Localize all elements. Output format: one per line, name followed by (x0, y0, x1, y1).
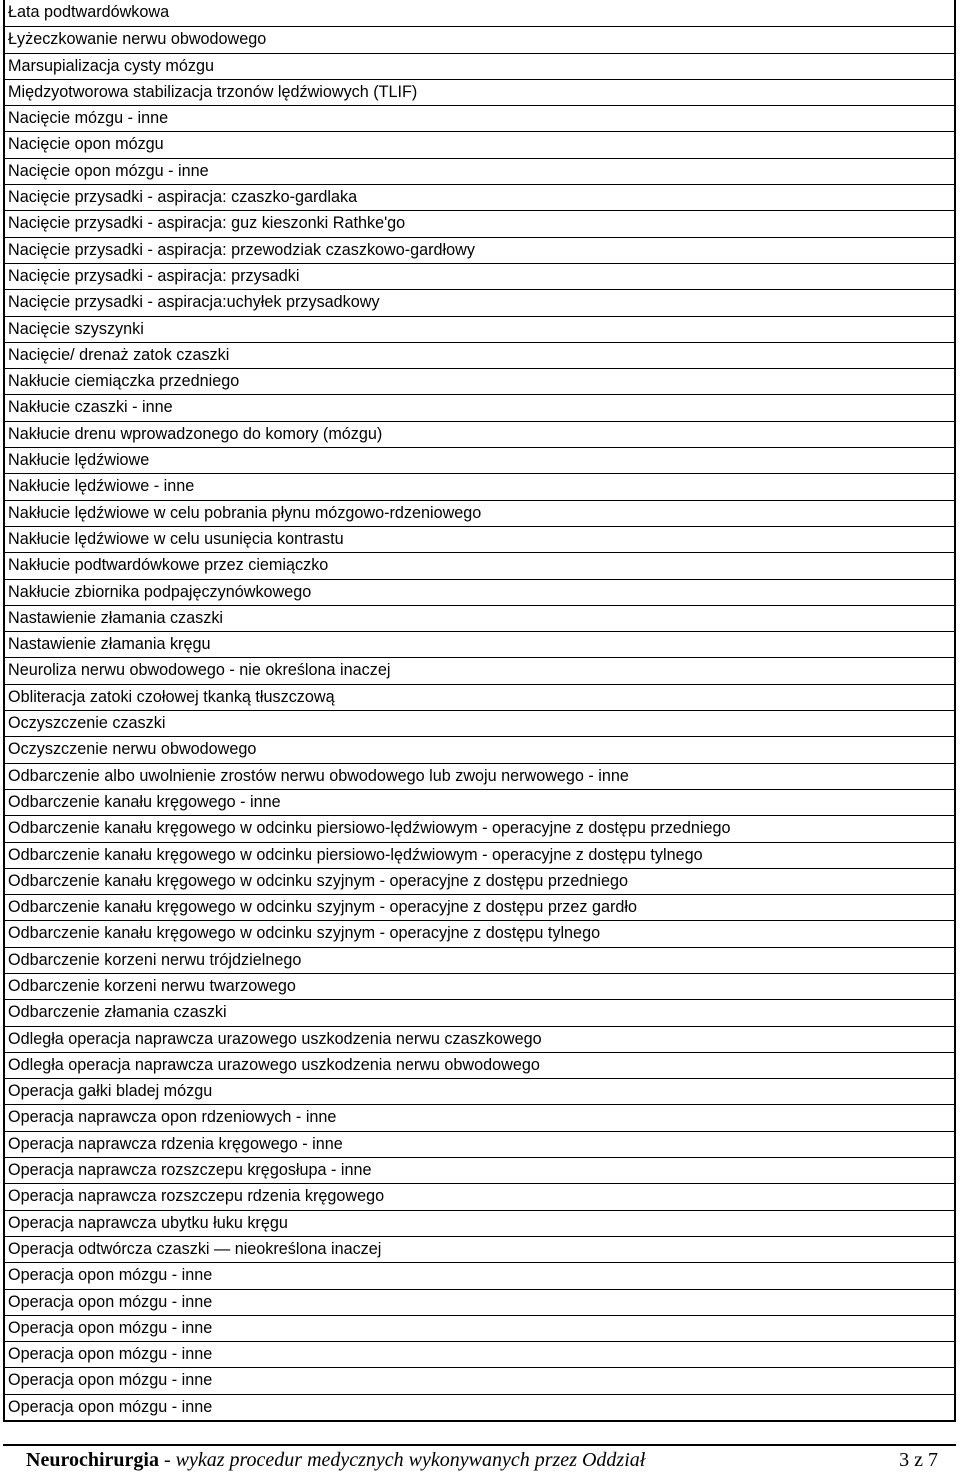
table-row: Operacja opon mózgu - inne (5, 1394, 954, 1420)
table-row: Odbarczenie kanału kręgowego w odcinku piersiowo-lędźwiowym - operacyjne z dostępu przedniego (5, 815, 954, 841)
table-row: Nacięcie przysadki - aspiracja: guz kieszonki Rathke'go (5, 210, 954, 236)
table-row: Nakłucie podtwardówkowe przez ciemiączko (5, 552, 954, 578)
table-row: Nacięcie szyszynki (5, 316, 954, 342)
table-row: Łyżeczkowanie nerwu obwodowego (5, 26, 954, 52)
table-row: Operacja opon mózgu - inne (5, 1289, 954, 1315)
table-row: Operacja opon mózgu - inne (5, 1315, 954, 1341)
table-row: Neuroliza nerwu obwodowego - nie określona inaczej (5, 657, 954, 683)
table-row: Nacięcie przysadki - aspiracja: czaszko-gardlaka (5, 184, 954, 210)
table-row: Operacja naprawcza rozszczepu rdzenia kręgowego (5, 1183, 954, 1209)
table-row: Odbarczenie kanału kręgowego w odcinku szyjnym - operacyjne z dostępu przez gardło (5, 894, 954, 920)
table-row: Operacja opon mózgu - inne (5, 1367, 954, 1393)
footer-title (26, 1449, 645, 1472)
table-row: Nakłucie lędźwiowe (5, 447, 954, 473)
table-row: Odległa operacja naprawcza urazowego uszkodzenia nerwu obwodowego (5, 1052, 954, 1078)
table-row: Oczyszczenie nerwu obwodowego (5, 736, 954, 762)
table-row: Nastawienie złamania kręgu (5, 631, 954, 657)
table-row: Operacja naprawcza ubytku łuku kręgu (5, 1210, 954, 1236)
table-row: Nakłucie drenu wprowadzonego do komory (mózgu) (5, 421, 954, 447)
table-row: Odbarczenie korzeni nerwu twarzowego (5, 973, 954, 999)
table-row: Nakłucie ciemiączka przedniego (5, 368, 954, 394)
table-row: Nakłucie lędźwiowe - inne (5, 473, 954, 499)
table-row: Nacięcie przysadki - aspiracja: przewodziak czaszkowo-gardłowy (5, 237, 954, 263)
table-row: Nakłucie zbiornika podpajęczynówkowego (5, 579, 954, 605)
table-row: Nacięcie opon mózgu - inne (5, 158, 954, 184)
procedure-table (3, 0, 956, 1422)
table-row: Nacięcie przysadki - aspiracja: przysadki (5, 263, 954, 289)
table-row: Operacja naprawcza opon rdzeniowych - inne (5, 1104, 954, 1130)
table-row: Nacięcie mózgu - inne (5, 105, 954, 131)
table-row: Operacja odtwórcza czaszki — nieokreślona inaczej (5, 1236, 954, 1262)
footer-department: Neurochirurgia (26, 1449, 159, 1471)
table-row: Odbarczenie kanału kręgowego - inne (5, 789, 954, 815)
table-row: Marsupializacja cysty mózgu (5, 53, 954, 79)
footer-description: - wykaz procedur medycznych wykonywanych przez Oddział (158, 1449, 646, 1471)
table-row: Odległa operacja naprawcza urazowego uszkodzenia nerwu czaszkowego (5, 1026, 954, 1052)
table-row: Odbarczenie kanału kręgowego w odcinku piersiowo-lędźwiowym - operacyjne z dostępu tylnego (5, 842, 954, 868)
table-row: Nakłucie czaszki - inne (5, 394, 954, 420)
table-row: Operacja opon mózgu - inne (5, 1262, 954, 1288)
table-row: Odbarczenie kanału kręgowego w odcinku szyjnym - operacyjne z dostępu tylnego (5, 920, 954, 946)
table-row: Odbarczenie korzeni nerwu trójdzielnego (5, 947, 954, 973)
table-row: Odbarczenie złamania czaszki (5, 999, 954, 1025)
table-row: Odbarczenie kanału kręgowego w odcinku szyjnym - operacyjne z dostępu przedniego (5, 868, 954, 894)
table-row: Odbarczenie albo uwolnienie zrostów nerwu obwodowego lub zwoju nerwowego - inne (5, 763, 954, 789)
table-row: Oczyszczenie czaszki (5, 710, 954, 736)
footer-divider (3, 1444, 956, 1446)
page-number: 3 z 7 (899, 1449, 938, 1471)
table-row: Międzyotworowa stabilizacja trzonów lędźwiowych (TLIF) (5, 79, 954, 105)
table-row: Nacięcie opon mózgu (5, 131, 954, 157)
table-row: Operacja naprawcza rdzenia kręgowego - inne (5, 1131, 954, 1157)
table-row: Operacja gałki bladej mózgu (5, 1078, 954, 1104)
table-row: Nakłucie lędźwiowe w celu pobrania płynu mózgowo-rdzeniowego (5, 500, 954, 526)
table-row: Nacięcie/ drenaż zatok czaszki (5, 342, 954, 368)
table-row: Obliteracja zatoki czołowej tkanką tłuszczową (5, 684, 954, 710)
table-row: Nacięcie przysadki - aspiracja:uchyłek przysadkowy (5, 289, 954, 315)
table-row: Nastawienie złamania czaszki (5, 605, 954, 631)
table-row: Łata podtwardówkowa (8, 3, 170, 21)
table-row: Operacja opon mózgu - inne (5, 1341, 954, 1367)
table-row: Operacja naprawcza rozszczepu kręgosłupa - inne (5, 1157, 954, 1183)
table-row: Nakłucie lędźwiowe w celu usunięcia kontrastu (5, 526, 954, 552)
